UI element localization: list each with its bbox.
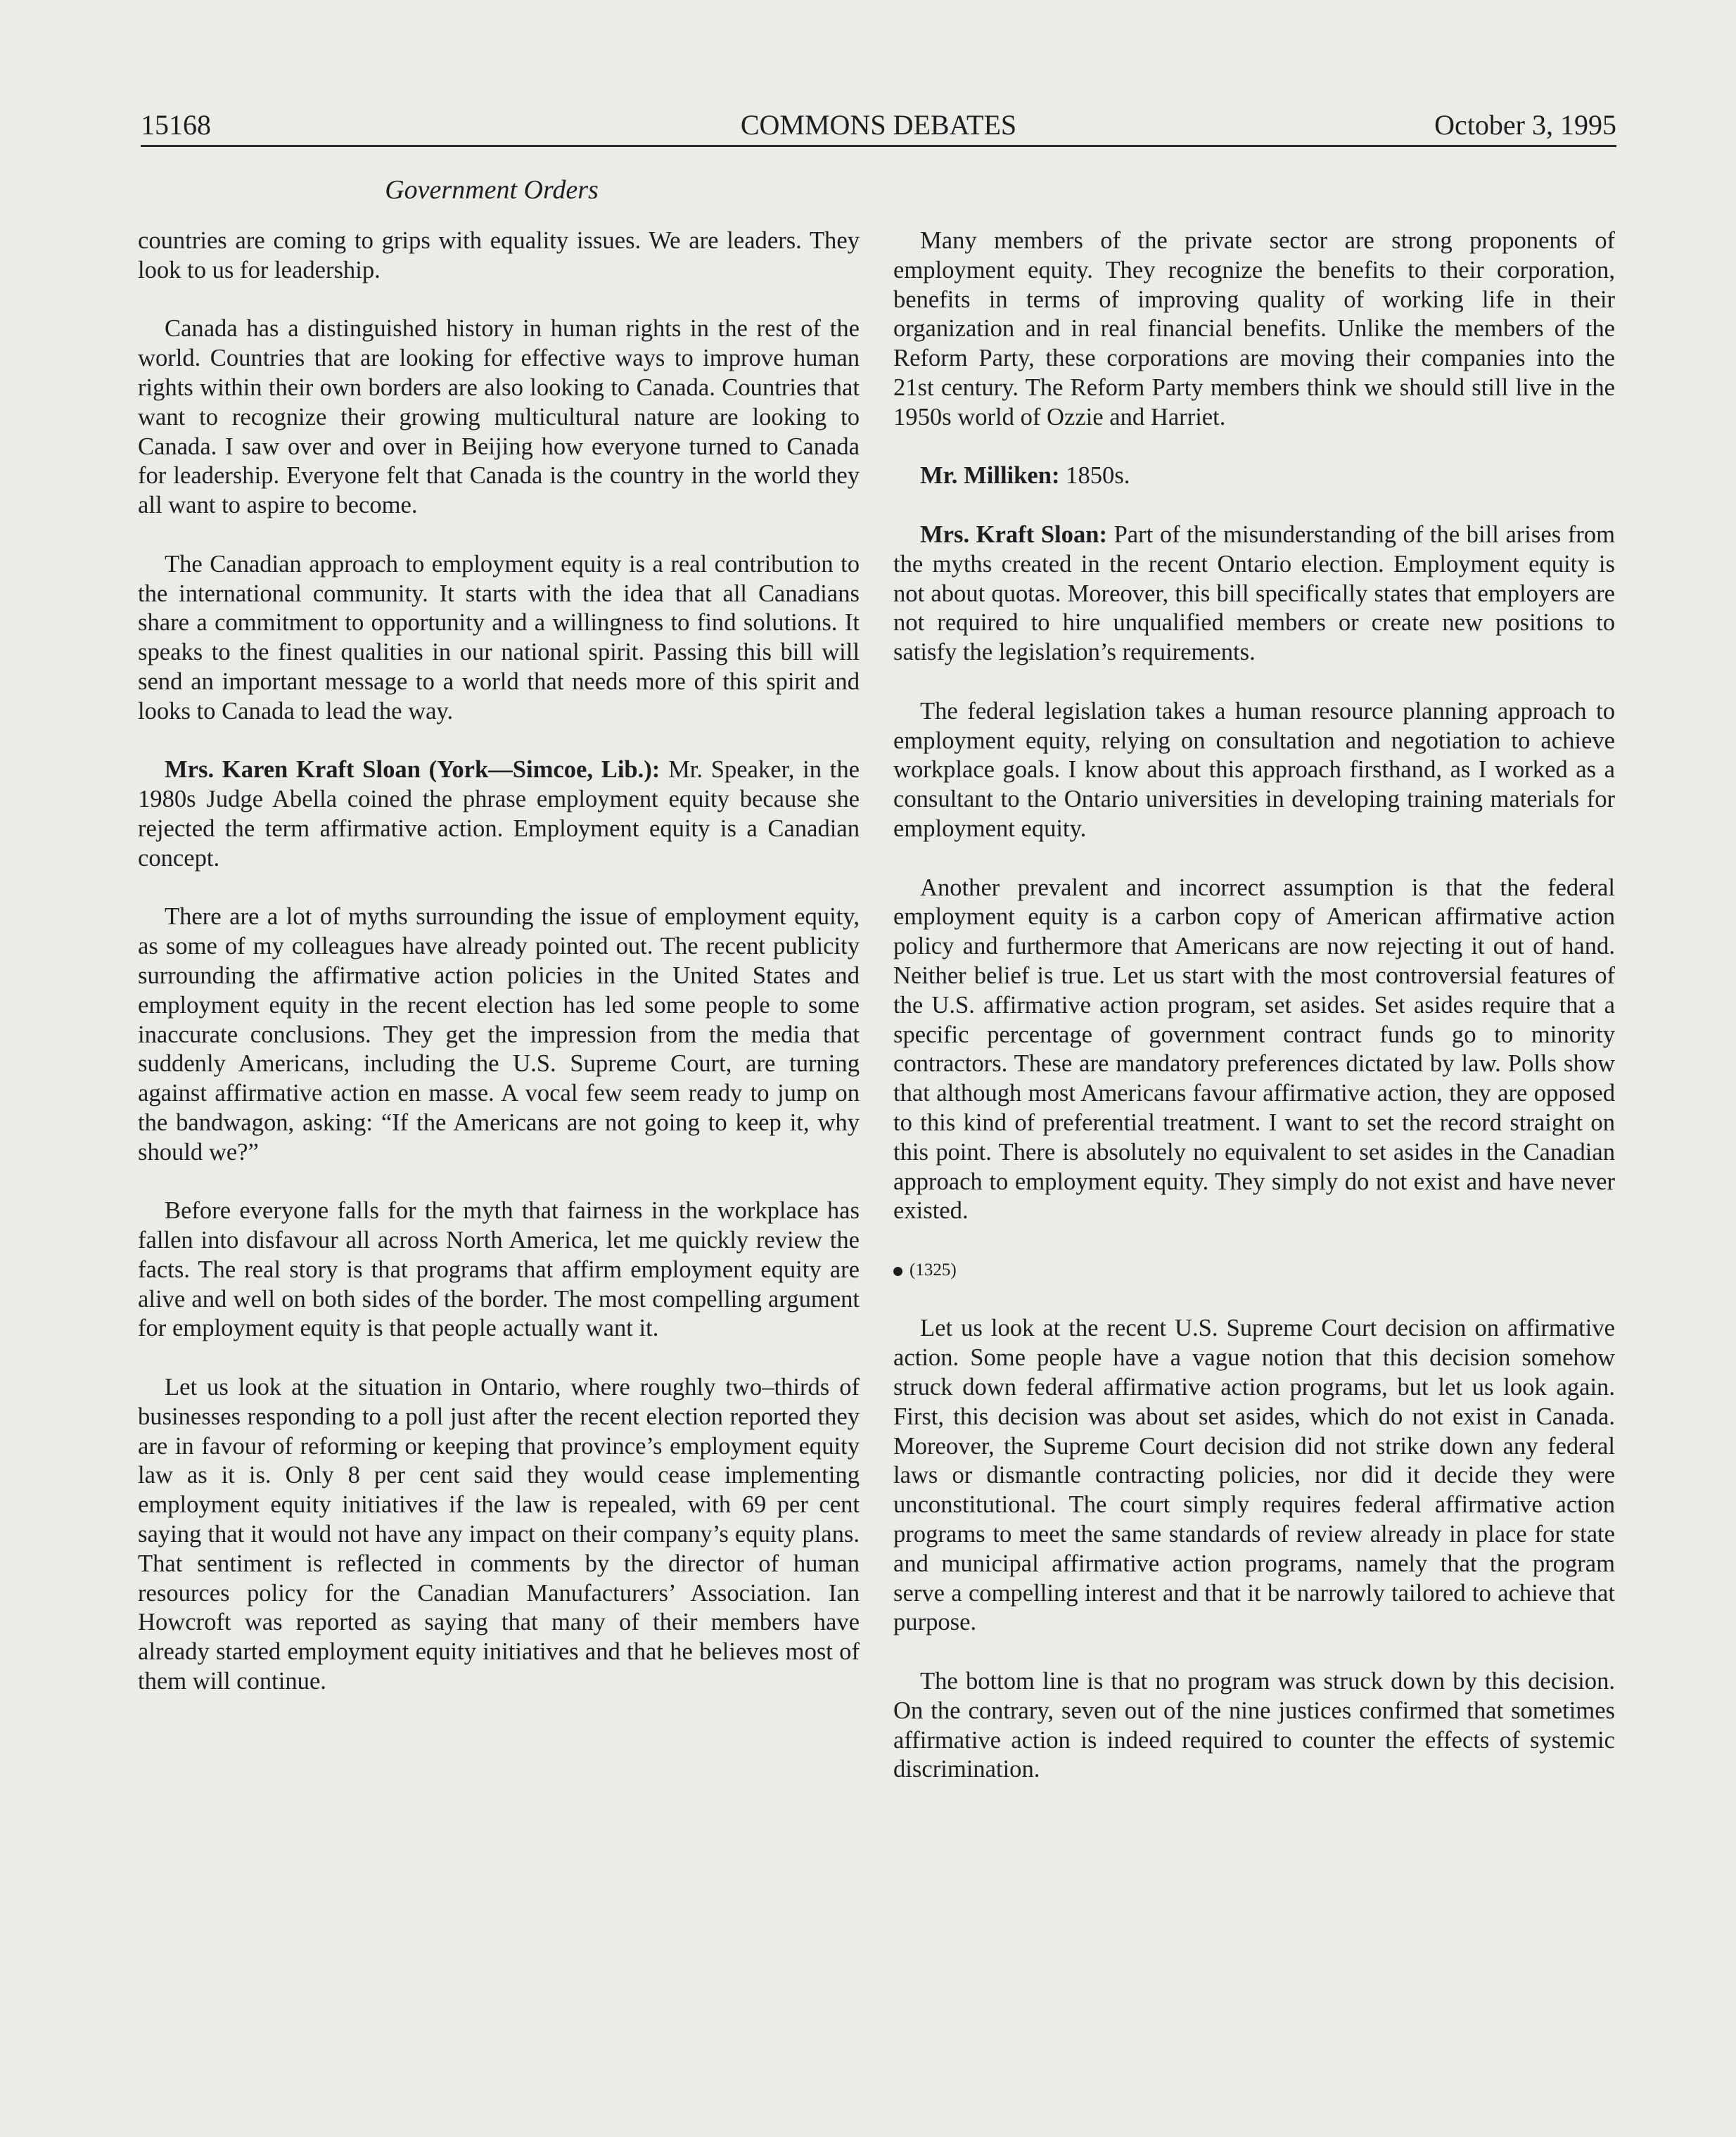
publication-title: COMMONS DEBATES [740, 109, 1017, 141]
speaker-name: Mrs. Karen Kraft Sloan (York—Simcoe, Lib.): [165, 756, 660, 784]
section-title: Government Orders [385, 175, 599, 205]
paragraph: The Canadian approach to employment equity is a real contribution to the international community. It starts with the idea that all Canadians share a commitment to opportunity and a willingness to find solutions. It speaks to the finest qualities in our national spirit. Passing this bill will send an important message to a world that needs more of this spirit and looks to Canada to lead the way. [138, 550, 860, 725]
paragraph: The federal legislation takes a human resource planning approach to employment equity, relying on consultation and negotiation to achieve workplace goals. I know about this approach firsthand, as I worked as a consultant to the Ontario universities in developing training materials for employment equity. [893, 697, 1615, 842]
time-marker [893, 1256, 1615, 1285]
paragraph: Before everyone falls for the myth that fairness in the workplace has fallen into disfavour all across North America, let me quickly review the facts. The real story is that programs that affirm employment equity are alive and well on both sides of the border. The most compelling argument for employment equity is that people actually want it. [138, 1197, 860, 1342]
paragraph: Canada has a distinguished history in human rights in the rest of the world. Countries that are looking for effective ways to improve human rights within their own borders are also looking to Canada. Countries that want to recognize their growing multicultural nature are looking to Canada. I saw over and over in Beijing how everyone turned to Canada for leadership. Everyone felt that Canada is the country in the world they all want to aspire to become. [138, 315, 860, 519]
publication-date: October 3, 1995 [1434, 109, 1616, 141]
speech-text: Part of the misunderstanding of the bill arises from the myths created in the recent Ontario election. Employment equity is not about quotas. Moreover, this bill specifically states that employers are not required to hire unqualified members or create new positions to satisfy the legislation’s requirements. [893, 521, 1615, 666]
speaker-name: Mr. Milliken: [920, 462, 1060, 490]
speech-text: Mr. Speaker, in the 1980s Judge Abella coined the phrase employment equity because she rejected the term affirmative action. Employment equity is a Canadian concept. [138, 756, 860, 872]
paragraph: countries are coming to grips with equality issues. We are leaders. They look to us for leadership. [138, 227, 860, 283]
page-number: 15168 [141, 109, 211, 141]
left-column [138, 227, 860, 1726]
paragraph: Let us look at the recent U.S. Supreme Court decision on affirmative action. Some people have a vague notion that this decision somehow struck down federal affirmative action programs, but let us look again. First, this decision was about set asides, which do not exist in Canada. Moreover, the Supreme Court decision did not strike down any federal laws or dismantle contracting policies, nor did it decide they were unconstitutional. The court simply requires federal affirmative action programs to meet the same standards of review already in place for state and municipal affirmative action programs, namely that the program serve a compelling interest and that it be narrowly tailored to achieve that purpose. [893, 1315, 1615, 1636]
paragraph: Let us look at the situation in Ontario, where roughly two–thirds of businesses responding to a poll just after the recent election reported they are in favour of reforming or keeping that province’s employment equity law as it is. Only 8 per cent said they would cease implementing employment equity initiatives if the law is repealed, with 69 per cent saying that it would not have any impact on their company’s equity plans. That sentiment is reflected in comments by the director of human resources policy for the Canadian Manufacturers’ Association. Ian Howcroft was reported as saying that many of their members have already started employment equity initiatives and that he believes most of them will continue. [138, 1374, 860, 1695]
speech-paragraph [138, 755, 860, 873]
speaker-name: Mrs. Kraft Sloan: [920, 521, 1107, 548]
paragraph: There are a lot of myths surrounding the issue of employment equity, as some of my colleagues have already pointed out. The recent publicity surrounding the affirmative action policies in the United States and employment equity in the recent election has led some people to some inaccurate conclusions. They get the impression from the media that suddenly Americans, including the U.S. Supreme Court, are turning against affirmative action en masse. A vocal few seem ready to jump on the bandwagon, asking: “If the Americans are not going to keep it, why should we?” [138, 903, 860, 1166]
paragraph: The bottom line is that no program was struck down by this decision. On the contrary, seven out of the nine justices confirmed that sometimes affirmative action is indeed required to counter the effects of systemic discrimination. [893, 1668, 1615, 1783]
paragraph: Many members of the private sector are strong proponents of employment equity. They recognize the benefits to their corporation, benefits in terms of improving quality of working life in their organization and in real financial benefits. Unlike the members of the Reform Party, these corporations are moving their companies into the 21st century. The Reform Party members think we should still live in the 1950s world of Ozzie and Harriet. [893, 227, 1615, 430]
bullet-icon [893, 1267, 902, 1276]
speech-paragraph [893, 461, 1615, 491]
time-marker-text: (1325) [910, 1260, 957, 1280]
page-header [141, 106, 1616, 147]
speech-paragraph [893, 521, 1615, 668]
speech-text: 1850s. [1066, 462, 1130, 490]
right-column [893, 227, 1615, 1814]
paragraph: Another prevalent and incorrect assumption is that the federal employment equity is a carbon copy of American affirmative action policy and furthermore that Americans are now rejecting it out of hand. Neither belief is true. Let us start with the most controversial features of the U.S. affirmative action program, set asides. Set asides require that a specific percentage of government contract funds go to minority contractors. These are mandatory preferences dictated by law. Polls show that although most Americans favour affirmative action, they are opposed to this kind of preferential treatment. I want to set the record straight on this point. There is absolutely no equivalent to set asides in the Canadian approach to employment equity. They simply do not exist and have never existed. [893, 874, 1615, 1225]
